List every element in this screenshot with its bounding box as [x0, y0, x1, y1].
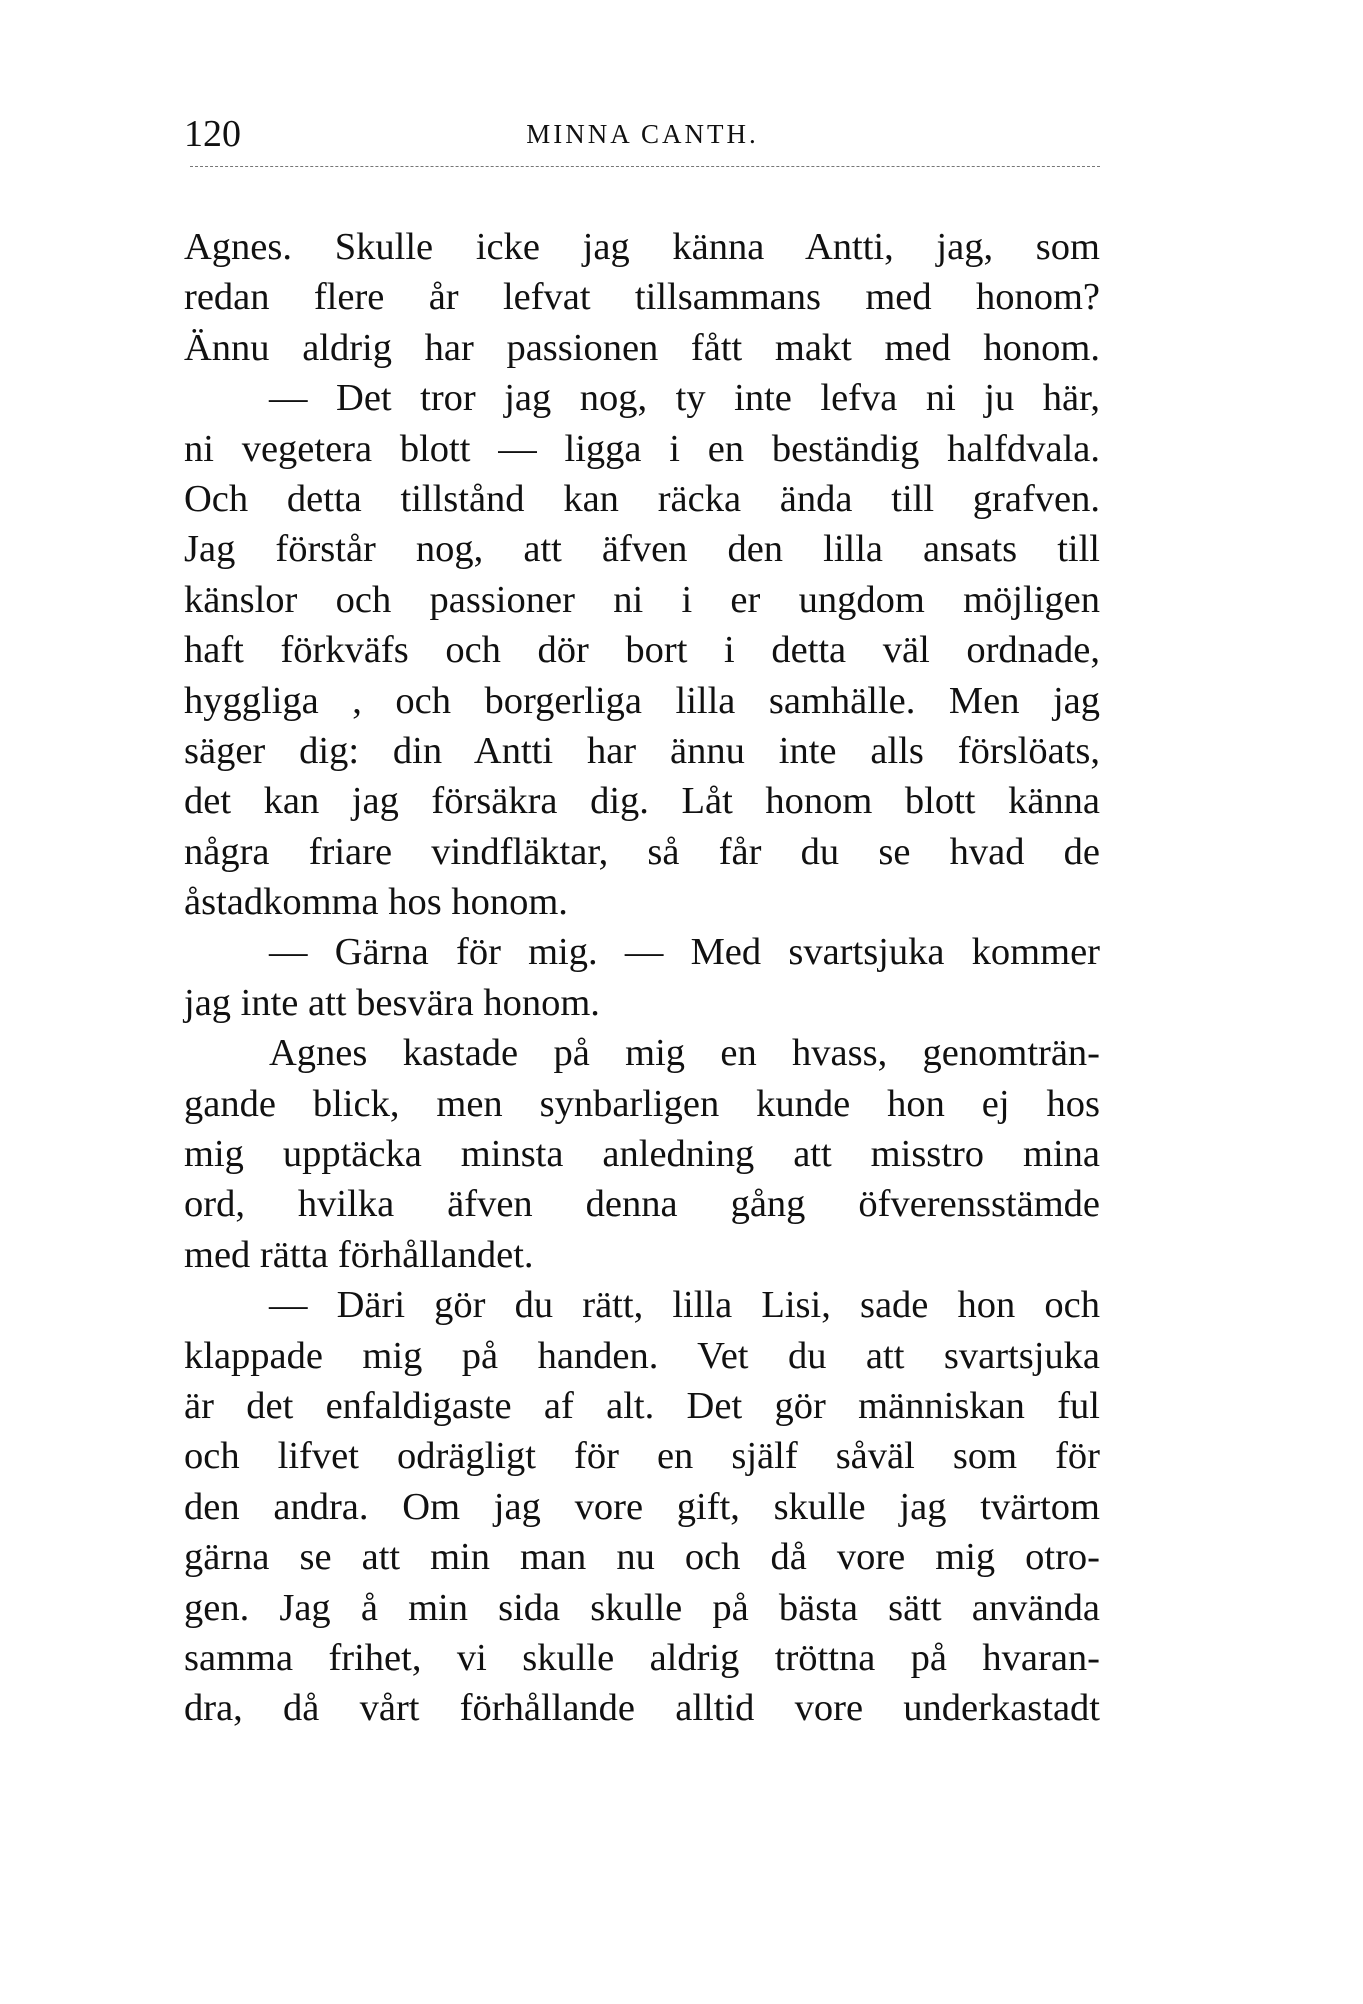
header-rule: [190, 166, 1100, 167]
text-line: den andra. Om jag vore gift, skulle jag tvärtom: [184, 1485, 1100, 1528]
text-line: klappade mig på handen. Vet du att svartsjuka: [184, 1334, 1100, 1377]
text-line: samma frihet, vi skulle aldrig tröttna på hvaran-: [184, 1636, 1100, 1679]
text-line: — Det tror jag nog, ty inte lefva ni ju här,: [269, 377, 1100, 420]
text-line: haft förkväfs och dör bort i detta väl ordnade,: [184, 629, 1100, 672]
running-title-text: MINNA CANTH.: [526, 119, 759, 149]
text-line: redan flere år lefvat tillsammans med honom?: [184, 276, 1100, 319]
running-title: [0, 119, 1363, 150]
page-body-text: [184, 222, 1100, 1734]
text-line: några friare vindfläktar, så får du se hvad de: [184, 830, 1100, 873]
text-line: dra, då vårt förhållande alltid vore underkastadt: [184, 1687, 1100, 1730]
text-line: gen. Jag å min sida skulle på bästa sätt använda: [184, 1586, 1100, 1629]
text-line: ni vegetera blott — ligga i en beständig halfdvala.: [184, 427, 1100, 470]
text-line: med rätta förhållandet.: [184, 1233, 534, 1276]
text-line: gärna se att min man nu och då vore mig otro-: [184, 1536, 1100, 1579]
text-line: mig upptäcka minsta anledning att misstro mina: [184, 1133, 1100, 1176]
text-line: är det enfaldigaste af alt. Det gör människan ful: [184, 1384, 1100, 1427]
text-line: Agnes kastade på mig en hvass, genomträn-: [269, 1032, 1100, 1075]
text-line: känslor och passioner ni i er ungdom möjligen: [184, 578, 1100, 621]
text-line: och lifvet odrägligt för en själf såväl som för: [184, 1435, 1100, 1478]
text-line: Agnes. Skulle icke jag känna Antti, jag, som: [184, 226, 1100, 268]
page-number: 120: [184, 113, 241, 155]
text-line: gande blick, men synbarligen kunde hon ej hos: [184, 1082, 1100, 1125]
text-line: säger dig: din Antti har ännu inte alls förslöats,: [184, 729, 1100, 772]
text-line: Och detta tillstånd kan räcka ända till grafven.: [184, 477, 1100, 520]
text-line: Jag förstår nog, att äfven den lilla ansats till: [184, 528, 1100, 571]
text-line: — Däri gör du rätt, lilla Lisi, sade hon och: [269, 1284, 1100, 1327]
text-line: det kan jag försäkra dig. Låt honom blott känna: [184, 780, 1100, 823]
text-line: ord, hvilka äfven denna gång öfverensstämde: [184, 1183, 1100, 1226]
text-line: åstadkomma hos honom.: [184, 881, 568, 924]
text-line: hyggliga , och borgerliga lilla samhälle. Men jag: [184, 679, 1100, 722]
text-line: — Gärna för mig. — Med svartsjuka kommer: [269, 931, 1100, 974]
text-line: jag inte att besvära honom.: [184, 981, 600, 1024]
text-line: Ännu aldrig har passionen fått makt med honom.: [184, 326, 1100, 369]
